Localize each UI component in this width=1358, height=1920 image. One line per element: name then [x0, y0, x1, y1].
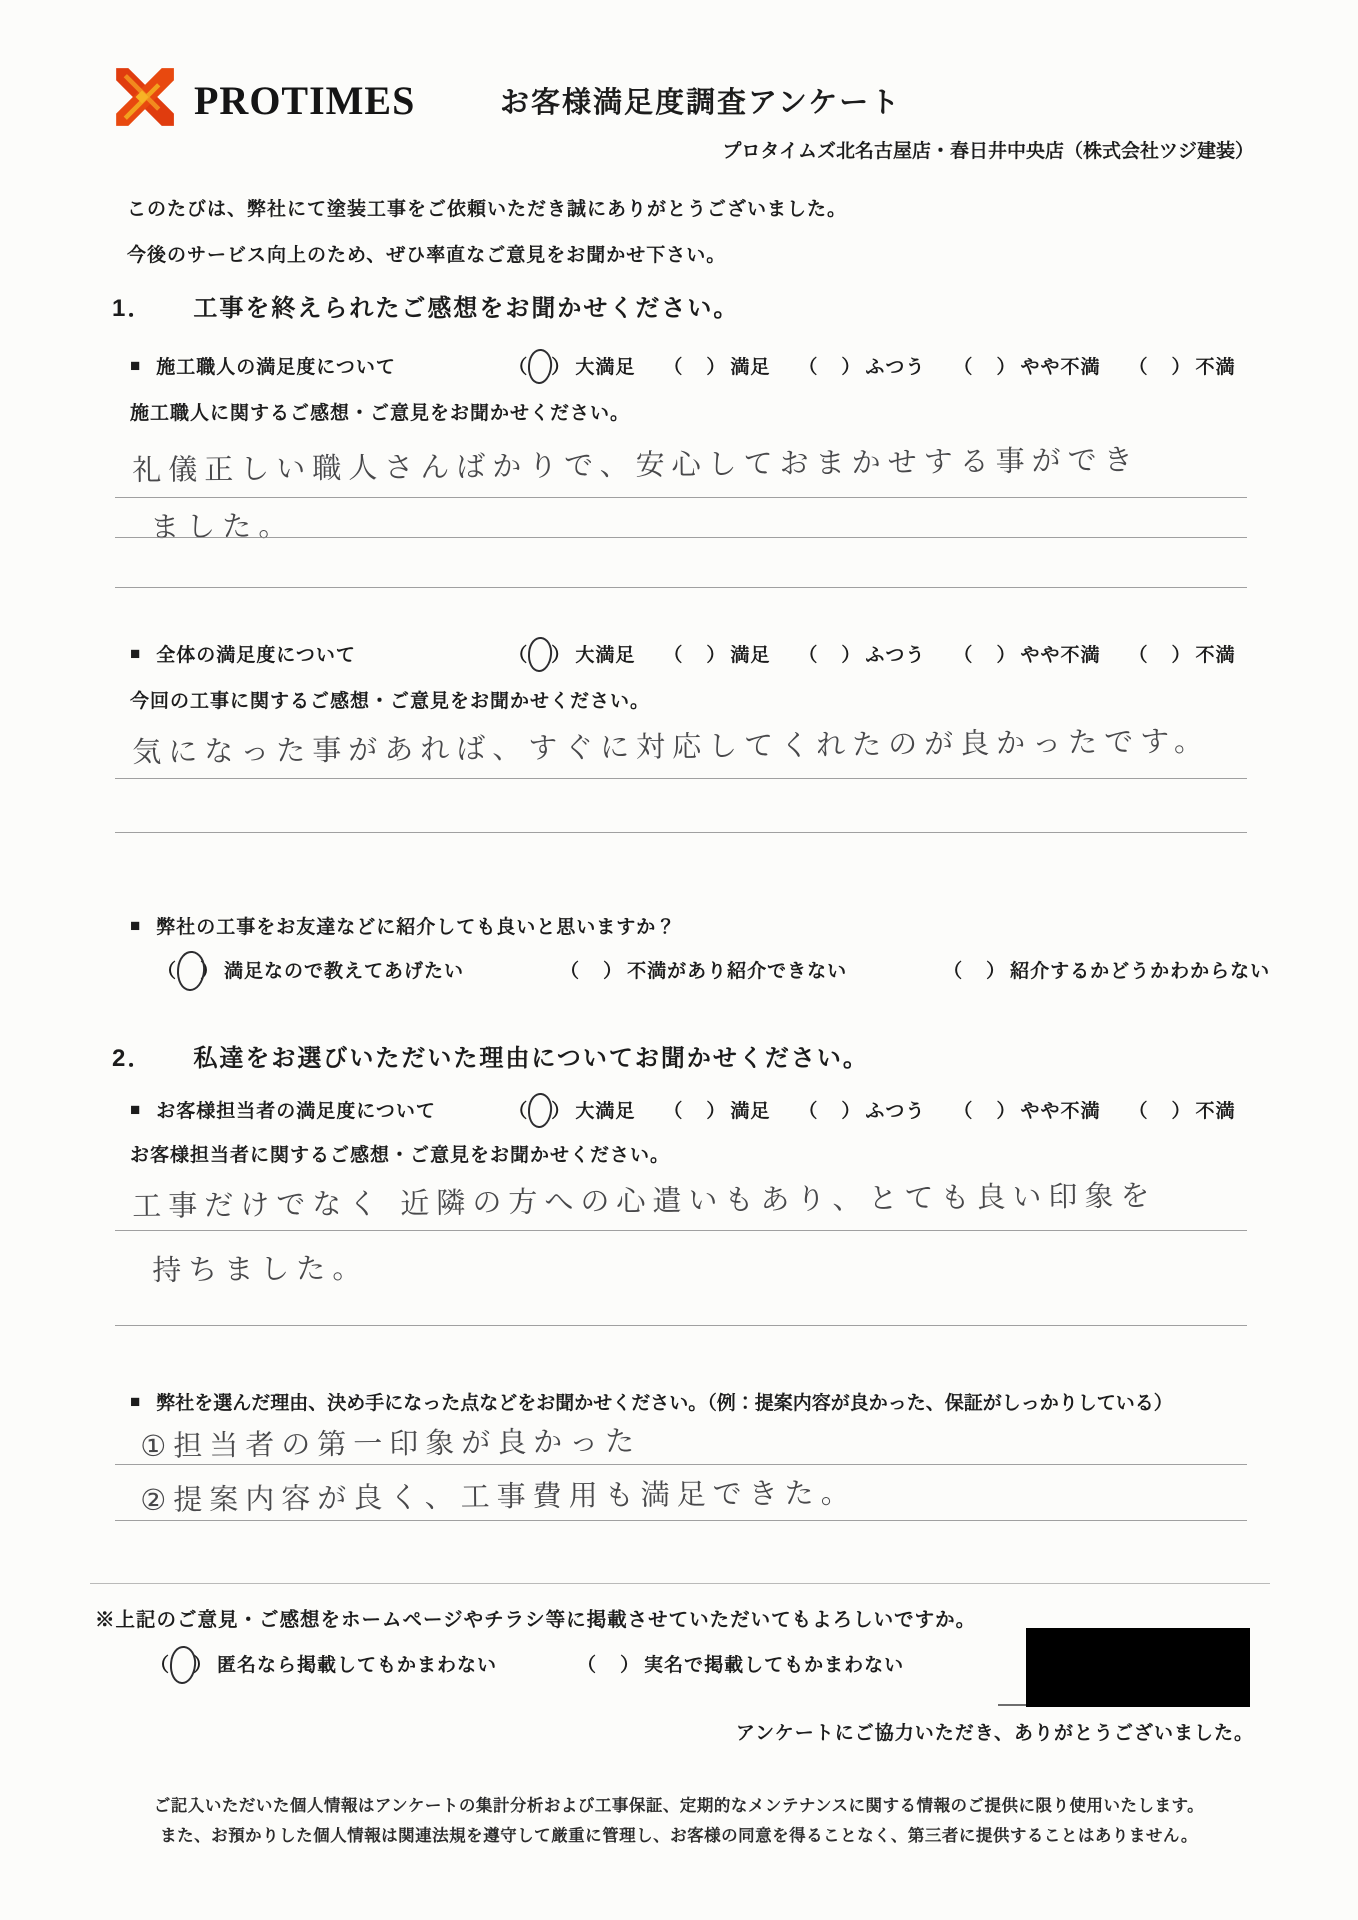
paren: （	[663, 645, 683, 666]
square-bullet-icon: ■	[130, 1392, 141, 1411]
paren: （	[508, 1101, 528, 1122]
square-bullet-icon: ■	[130, 644, 141, 663]
question-label: 弊社の工事をお友達などに紹介しても良いと思いますか？	[156, 917, 677, 938]
referral-question	[130, 912, 676, 939]
answer-line[interactable]	[115, 778, 1247, 779]
paren: （	[953, 357, 973, 378]
handwritten-circle	[527, 1092, 554, 1129]
paren: （	[663, 1101, 683, 1122]
paren: ）	[706, 1101, 726, 1122]
paren: ）	[841, 357, 861, 378]
handwritten-answer: ②提案内容が良く、工事費用も満足できた。	[140, 1475, 857, 1517]
answer-line[interactable]	[115, 537, 1247, 538]
paren: ）	[1171, 645, 1191, 666]
paren: ）	[841, 1101, 861, 1122]
question-label: 全体の満足度について	[156, 645, 356, 666]
option-very-satisfied[interactable]: （ ） 大満足	[508, 640, 635, 667]
paren: （	[1128, 1101, 1148, 1122]
option-neutral[interactable]: （ ） ふつう	[798, 640, 925, 667]
section-2-heading	[112, 1038, 869, 1073]
section-1-number: 1．	[112, 295, 154, 322]
overall-comment-prompt: 今回の工事に関するご感想・ご意見をお聞かせください。	[130, 691, 651, 712]
paren: （	[798, 357, 818, 378]
paren: ）	[706, 357, 726, 378]
option-dissatisfied[interactable]: （ ） 不満	[1128, 640, 1235, 667]
paren: ）	[193, 1655, 213, 1676]
option-somewhat-dissatisfied[interactable]: （ ） やや不満	[953, 640, 1100, 667]
paren: ）	[1171, 357, 1191, 378]
paren: （	[1128, 645, 1148, 666]
answer-line[interactable]	[115, 1230, 1247, 1231]
option-very-satisfied[interactable]: （ ） 大満足	[508, 352, 635, 379]
option-somewhat-dissatisfied[interactable]: （ ） やや不満	[953, 1096, 1100, 1123]
square-bullet-icon: ■	[130, 356, 141, 375]
option-very-satisfied[interactable]: （ ） 大満足	[508, 1096, 635, 1123]
option-neutral[interactable]: （ ） ふつう	[798, 1096, 925, 1123]
option-satisfied[interactable]: （ ） 満足	[663, 640, 770, 667]
redacted-name-field[interactable]	[1026, 1628, 1250, 1707]
answer-line[interactable]	[115, 1325, 1247, 1326]
option-refer-cannot[interactable]: （ ） 不満があり紹介できない	[560, 956, 847, 983]
paren: （	[150, 1655, 170, 1676]
option-realname-ok[interactable]: （ ） 実名で掲載してもかまわない	[577, 1650, 904, 1677]
rating-question-craftsman	[130, 352, 1236, 379]
publish-question: ※上記のご意見・ご感想をホームページやチラシ等に掲載させていただいてもよろしいですか。	[95, 1609, 977, 1631]
paren: （	[953, 645, 973, 666]
store-subtitle: プロタイムズ北名古屋店・春日井中央店（株式会社ツジ建装）	[722, 141, 1254, 162]
answer-line[interactable]	[115, 587, 1247, 588]
paren: ）	[996, 1101, 1016, 1122]
paren: （	[508, 645, 528, 666]
paren: ）	[603, 961, 623, 982]
option-dissatisfied[interactable]: （ ） 不満	[1128, 1096, 1235, 1123]
agent-comment-prompt: お客様担当者に関するご感想・ご意見をお聞かせください。	[130, 1145, 671, 1166]
section-2-title: 私達をお選びいただいた理由についてお聞かせください。	[193, 1045, 869, 1072]
paren: ）	[996, 357, 1016, 378]
intro-line-1: このたびは、弊社にて塗装工事をご依頼いただき誠にありがとうございました。	[127, 199, 848, 220]
answer-line[interactable]	[115, 497, 1247, 498]
option-satisfied[interactable]: （ ） 満足	[663, 352, 770, 379]
handwritten-circle	[527, 348, 554, 385]
handwritten-answer: ました。	[150, 508, 295, 544]
referral-options	[157, 956, 1270, 983]
handwritten-answer: 持ちました。	[152, 1250, 369, 1287]
paren: （	[953, 1101, 973, 1122]
reason-question	[130, 1388, 1173, 1415]
handwritten-circle	[527, 636, 554, 673]
paren: （	[577, 1655, 597, 1676]
paren: ）	[551, 645, 571, 666]
logo-wordmark: PROTIMES	[194, 77, 416, 123]
paren: ）	[841, 645, 861, 666]
option-refer-satisfied[interactable]: （ ） 満足なので教えてあげたい	[157, 956, 464, 983]
section-1-title: 工事を終えられたご感想をお聞かせください。	[193, 295, 740, 322]
section-1-heading	[112, 288, 739, 323]
option-satisfied[interactable]: （ ） 満足	[663, 1096, 770, 1123]
paren: （	[663, 357, 683, 378]
option-neutral[interactable]: （ ） ふつう	[798, 352, 925, 379]
paren: ）	[620, 1655, 640, 1676]
question-label: お客様担当者の満足度について	[156, 1101, 436, 1122]
protimes-logo-icon	[104, 62, 180, 138]
intro-line-2: 今後のサービス向上のため、ぜひ率直なご意見をお聞かせ下さい。	[127, 245, 727, 266]
question-label: 弊社を選んだ理由、決め手になった点などをお聞かせください。（例：提案内容が良かった、保証がしっかりしている）	[156, 1393, 1173, 1414]
paren: （	[798, 1101, 818, 1122]
option-anonymous-ok[interactable]: （ ） 匿名なら掲載してもかまわない	[150, 1650, 497, 1677]
handwritten-answer: 礼儀正しい職人さんばかりで、安心しておまかせする事ができ	[132, 442, 1140, 487]
thanks-message: アンケートにご協力いただき、ありがとうございました。	[735, 1723, 1254, 1744]
rating-question-overall	[130, 640, 1236, 667]
paren: （	[560, 961, 580, 982]
paren: （	[1128, 357, 1148, 378]
paren: ）	[706, 645, 726, 666]
paren: （	[798, 645, 818, 666]
paren: ）	[551, 357, 571, 378]
paren: （	[508, 357, 528, 378]
privacy-notice-line-1: ご記入いただいた個人情報はアンケートの集計分析および工事保証、定期的なメンテナンスに関する情報のご提供に限り使用いたします。	[153, 1797, 1205, 1815]
paren: （	[157, 961, 177, 982]
option-dissatisfied[interactable]: （ ） 不満	[1128, 352, 1235, 379]
page-title: お客様満足度調査アンケート	[500, 87, 902, 119]
answer-line[interactable]	[115, 1464, 1247, 1465]
option-refer-unsure[interactable]: （ ） 紹介するかどうかわからない	[943, 956, 1270, 983]
option-somewhat-dissatisfied[interactable]: （ ） やや不満	[953, 352, 1100, 379]
section-2-number: 2．	[112, 1045, 154, 1072]
paren: ）	[1171, 1101, 1191, 1122]
publish-options	[150, 1650, 1093, 1677]
craftsman-comment-prompt: 施工職人に関するご感想・ご意見をお聞かせください。	[130, 403, 631, 424]
privacy-notice-line-2: また、お預かりした個人情報は関連法規を遵守して厳重に管理し、お客様の同意を得ることなく、第三者に提供することはありません。	[160, 1827, 1198, 1845]
square-bullet-icon: ■	[130, 916, 141, 935]
paren: ）	[200, 961, 220, 982]
handwritten-answer: ①担当者の第一印象が良かった	[140, 1423, 642, 1463]
answer-line[interactable]	[115, 1520, 1247, 1521]
paren: ）	[996, 645, 1016, 666]
question-label: 施工職人の満足度について	[156, 357, 396, 378]
square-bullet-icon: ■	[130, 1100, 141, 1119]
handwritten-answer: 気になった事があれば、すぐに対応してくれたのが良かったです。	[132, 723, 1211, 769]
paren: ）	[986, 961, 1006, 982]
protimes-logo	[104, 62, 415, 138]
paren: ）	[551, 1101, 571, 1122]
answer-line[interactable]	[115, 832, 1247, 833]
section-divider	[90, 1583, 1270, 1584]
handwritten-answer: 工事だけでなく 近隣の方への心遣いもあり、とても良い印象を	[132, 1178, 1157, 1223]
paren: （	[943, 961, 963, 982]
rating-question-agent	[130, 1096, 1236, 1123]
